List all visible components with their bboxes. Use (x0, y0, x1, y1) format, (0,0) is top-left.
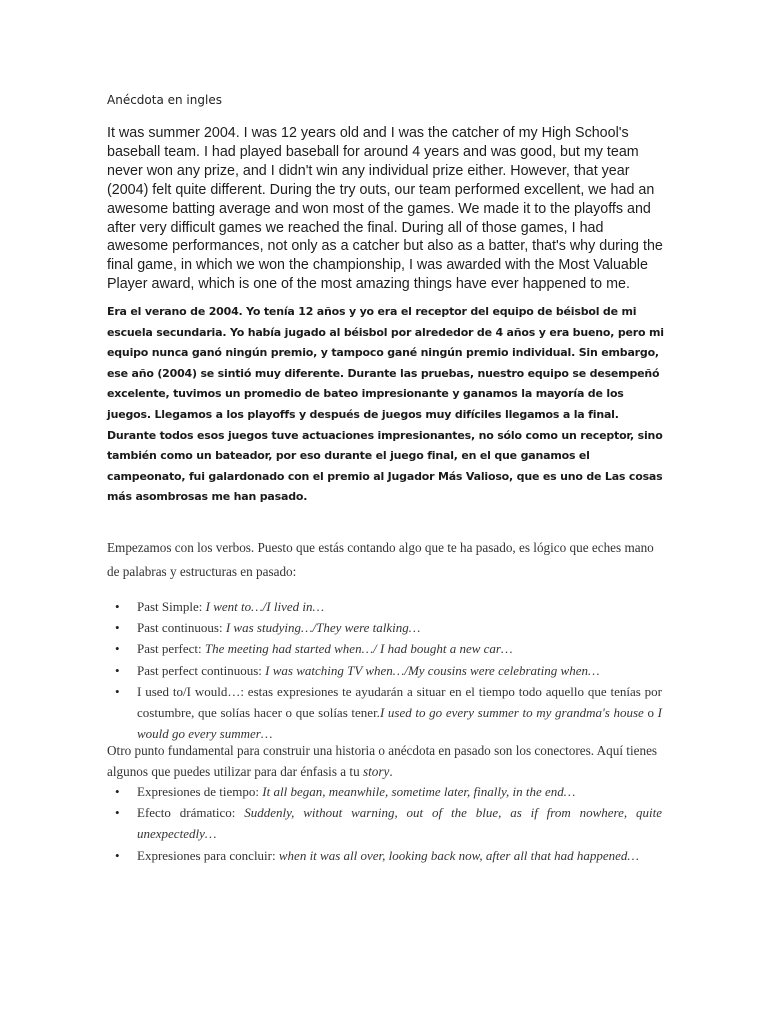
english-anecdote-paragraph: It was summer 2004. I was 12 years old and I was the catcher of my High School's baseball team. I had played baseball for around 4 years and was good, but my team never won any prize, and I didn't win any individual prize either. However, that year (2004) felt quite different. During the try outs, our team performed excellent, we had an awesome batting average and won most of the games. We made it to the playoffs and after very difficult games we reached the final. During all of those games, I had awesome performances, not only as a catcher but also as a batter, that's why during the final game, in which we won the championship, I was awarded with the Most Valuable Player award, which is one of the most amazing things have ever happened to me. (107, 125, 663, 293)
spanish-anecdote-paragraph: Era el verano de 2004. Yo tenía 12 años y yo era el receptor del equipo de béisbol de mi escuela secundaria. Yo había jugado al béisbol por alrededor de 4 años y era bueno, pero mi equipo nunca ganó ningún premio, y tampoco gané ningún premio individual. Sin embargo, ese año (2004) se sintió muy diferente. Durante las pruebas, nuestro equipo se desempeñó excelente, tuvimos un promedio de bateo impresionante y ganamos la mayoría de los juegos. Llegamos a los playoffs y después de juegos muy difíciles llegamos a la final. Durante todos esos juegos tuve actuaciones impresionantes, no sólo como un receptor, sino también como un bateador, por eso durante el juego final, en el que ganamos el campeonato, fui galardonado con el premio al Jugador Más Valioso, que es uno de Las cosas más asombrosas me han pasado. (107, 305, 664, 504)
list-item: • Past perfect continuous: I was watching TV when…/My cousins were celebrating when… (107, 660, 662, 681)
verbs-intro-paragraph: Empezamos con los verbos. Puesto que estás contando algo que te ha pasado, es lógico que eches mano de palabras y estructuras en pasado: (107, 540, 654, 579)
list-item: • Past continuous: I was studying…/They were talking… (107, 617, 662, 638)
document-title: Anécdota en ingles (107, 93, 222, 107)
list-item: • Past Simple: I went to…/I lived in… (107, 596, 662, 617)
list-item: • Past perfect: The meeting had started when…/ I had bought a new car… (107, 638, 662, 659)
verb-tense-list (107, 596, 662, 744)
list-item: • Expresiones para concluir: when it was all over, looking back now, after all that had happened… (107, 845, 662, 866)
connectors-intro-paragraph: Otro punto fundamental para construir una historia o anécdota en pasado son los conectores. Aquí tienes algunos que puedes utilizar para dar énfasis a tu story. (107, 743, 658, 780)
connector-list (107, 781, 662, 866)
list-item: • Efecto drámatico: Suddenly, without warning, out of the blue, as if from nowhere, quite unexpectedly… (107, 802, 662, 844)
list-item: • I used to/I would…: estas expresiones te ayudarán a situar en el tiempo todo aquello que tenías por costumbre, que solías hacer o que solías tener.I used to go every summer to my grandma's house o I would go every summer… (107, 681, 662, 745)
list-item: • Expresiones de tiempo: It all began, meanwhile, sometime later, finally, in the end… (107, 781, 662, 802)
